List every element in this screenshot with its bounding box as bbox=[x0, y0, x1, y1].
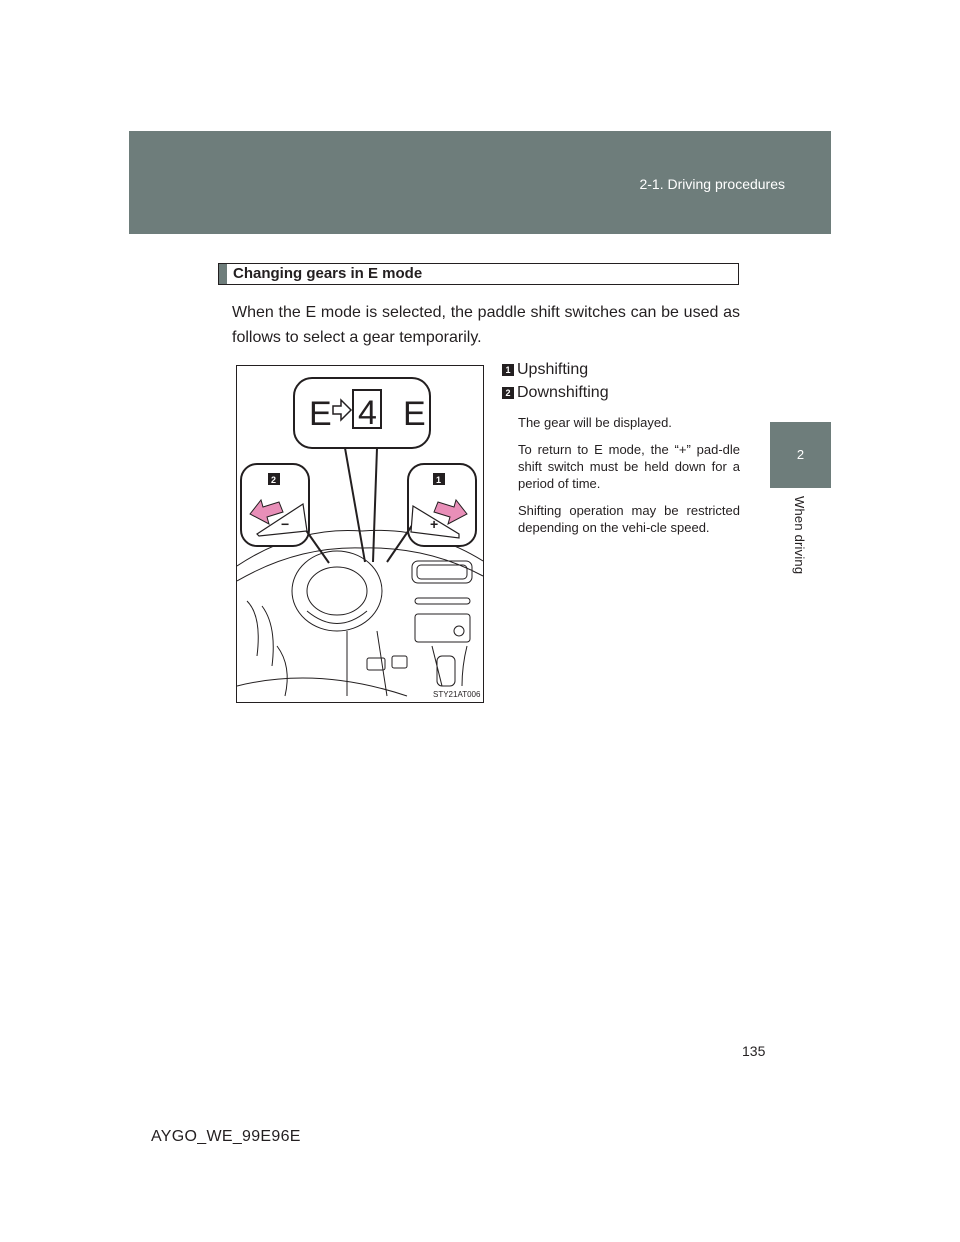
subsection-heading bbox=[218, 263, 739, 285]
note-gear-displayed: The gear will be displayed. bbox=[518, 415, 672, 430]
callout-badge-1-label: 1 bbox=[436, 475, 442, 485]
note-speed-restriction: Shifting operation may be restricted depending on the vehi-cle speed. bbox=[518, 503, 740, 535]
figure-code: STY21AT006 bbox=[433, 690, 481, 699]
paddle-shift-illustration bbox=[236, 365, 484, 703]
legend-label-upshifting: Upshifting bbox=[517, 361, 589, 378]
legend-badge-1: 1 bbox=[502, 364, 514, 376]
notes-block bbox=[518, 414, 740, 546]
legend-label-downshifting: Downshifting bbox=[517, 384, 609, 401]
legend-item-downshifting bbox=[502, 383, 609, 403]
page-number: 135 bbox=[742, 1043, 766, 1059]
document-code: AYGO_WE_99E96E bbox=[151, 1128, 301, 1145]
chapter-label: When driving bbox=[792, 496, 807, 575]
header-band bbox=[129, 131, 831, 234]
chapter-tab bbox=[770, 422, 831, 488]
display-left-e: E bbox=[309, 395, 332, 433]
chapter-number: 2 bbox=[796, 447, 805, 462]
display-right-e: E bbox=[403, 395, 426, 433]
note-return-to-e-mode: To return to E mode, the “+” pad-dle shift switch must be held down for a period of time. bbox=[518, 442, 740, 491]
display-gear-number: 4 bbox=[358, 394, 377, 432]
plus-symbol: + bbox=[430, 516, 439, 532]
intro-paragraph: When the E mode is selected, the paddle shift switches can be used as follows to select a gear temporarily. bbox=[232, 304, 740, 346]
legend-item-upshifting bbox=[502, 360, 588, 380]
callout-badge-2-label: 2 bbox=[271, 475, 277, 485]
dashboard-drawing bbox=[237, 420, 483, 696]
minus-symbol: − bbox=[281, 516, 290, 532]
section-title: 2-1. Driving procedures bbox=[639, 176, 785, 192]
heading-title: Changing gears in E mode bbox=[233, 265, 423, 282]
heading-marker bbox=[219, 264, 227, 284]
legend-badge-2: 2 bbox=[502, 387, 514, 399]
